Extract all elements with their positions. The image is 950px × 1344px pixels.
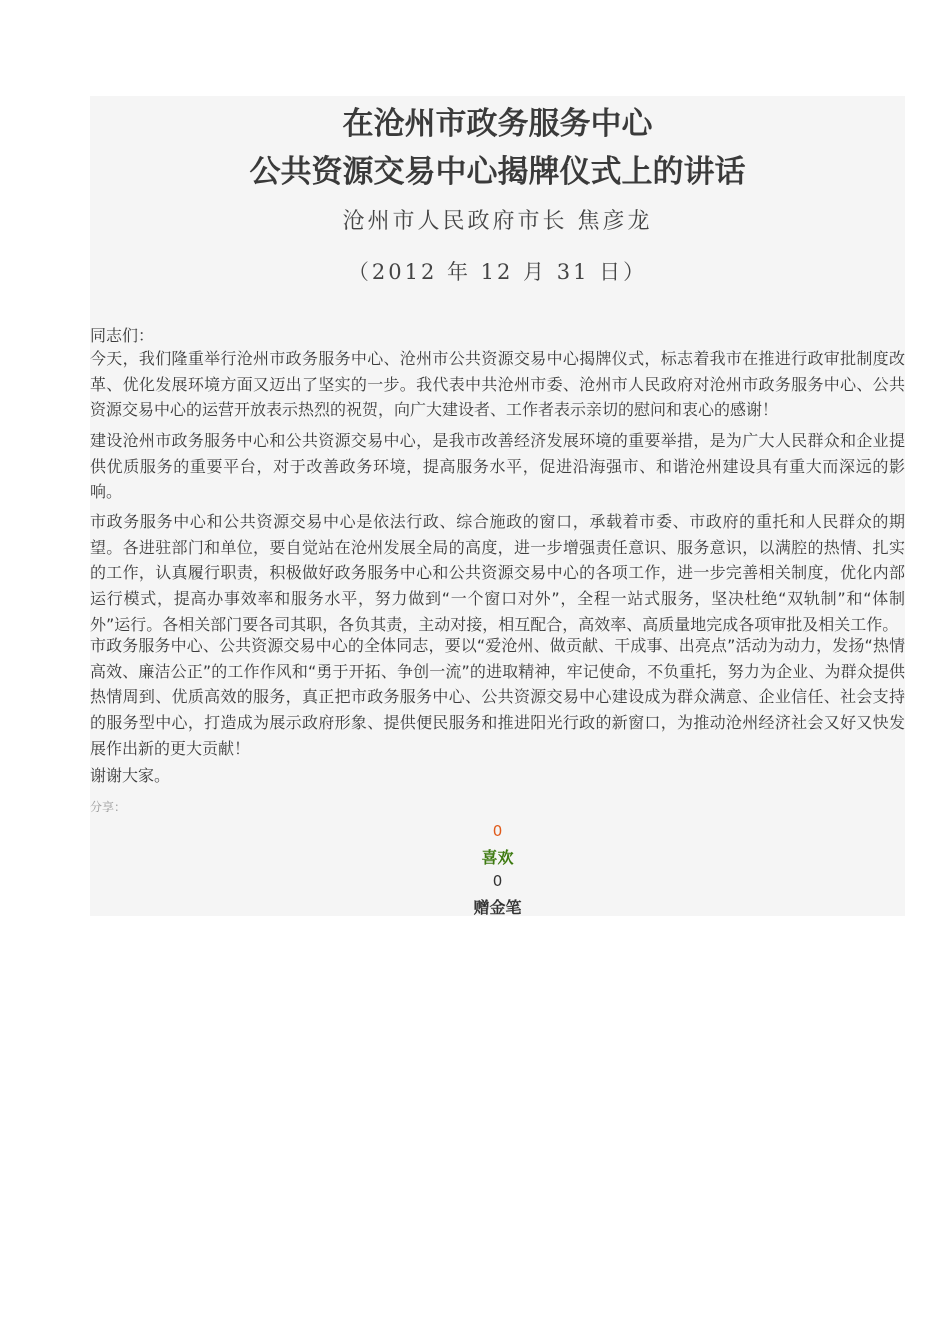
paragraph-2: 建设沧州市政务服务中心和公共资源交易中心，是我市改善经济发展环境的重要举措，是为广大人民群众和企业提供优质服务的重要平台，对于改善政务环境，提高服务水平，促进沿海强市、和谐沧州建设具有重大而深远的影响。 (90, 431, 905, 502)
like-button[interactable]: 喜欢 (481, 848, 514, 867)
like-count: 0 (492, 822, 503, 840)
gift-pen-button[interactable]: 赠金笔 (473, 898, 522, 917)
article-panel (90, 96, 905, 916)
article-author: 沧州市人民政府市长 焦彦龙 (342, 209, 653, 234)
share-label: 分享： (90, 800, 127, 814)
paragraph-1: 今天，我们隆重举行沧州市政务服务中心、沧州市公共资源交易中心揭牌仪式，标志着我市在推进行政审批制度改革、优化发展环境方面又迈出了坚实的一步。我代表中共沧州市委、沧州市人民政府对沧州市政务服务中心、公共资源交易中心的运营开放表示热烈的祝贺，向广大建设者、工作者表示亲切的慰问和衷心的感谢！ (90, 349, 905, 420)
paragraph-4: 市政务服务中心、公共资源交易中心的全体同志，要以“爱沧州、做贡献、干成事、出亮点”活动为动力，发扬“热情高效、廉洁公正”的工作作风和“勇于开拓、争创一流”的进取精神，牢记使命，不负重托，努力为企业、为群众提供热情周到、优质高效的服务，真正把市政务服务中心、公共资源交易中心建设成为群众满意、企业信任、社会支持的服务型中心，打造成为展示政府形象、提供便民服务和推进阳光行政的新窗口，为推动沧州经济社会又好又快发展作出新的更大贡献！ (90, 636, 905, 758)
closing-line: 谢谢大家。 (90, 766, 171, 785)
article-title-line1: 在沧州市政务服务中心 (342, 106, 653, 142)
article-date: （2012 年 12 月 31 日） (347, 260, 648, 284)
greeting: 同志们： (90, 326, 155, 345)
article-title-line2: 公共资源交易中心揭牌仪式上的讲话 (249, 154, 746, 190)
paragraph-3: 市政务服务中心和公共资源交易中心是依法行政、综合施政的窗口，承载着市委、市政府的重托和人民群众的期望。各进驻部门和单位，要自觉站在沧州发展全局的高度，进一步增强责任意识、服务意识，以满腔的热情、扎实的工作，认真履行职责，积极做好政务服务中心和公共资源交易中心的各项工作，进一步完善相关制度，优化内部运行模式，提高办事效率和服务水平，努力做到“一个窗口对外”，全程一站式服务，坚决杜绝“双轨制”和“体制外”运行。各相关部门要各司其职，各负其责，主动对接，相互配合，高效率、高质量地完成各项审批及相关工作。 (90, 512, 905, 634)
gift-count: 0 (492, 872, 503, 890)
